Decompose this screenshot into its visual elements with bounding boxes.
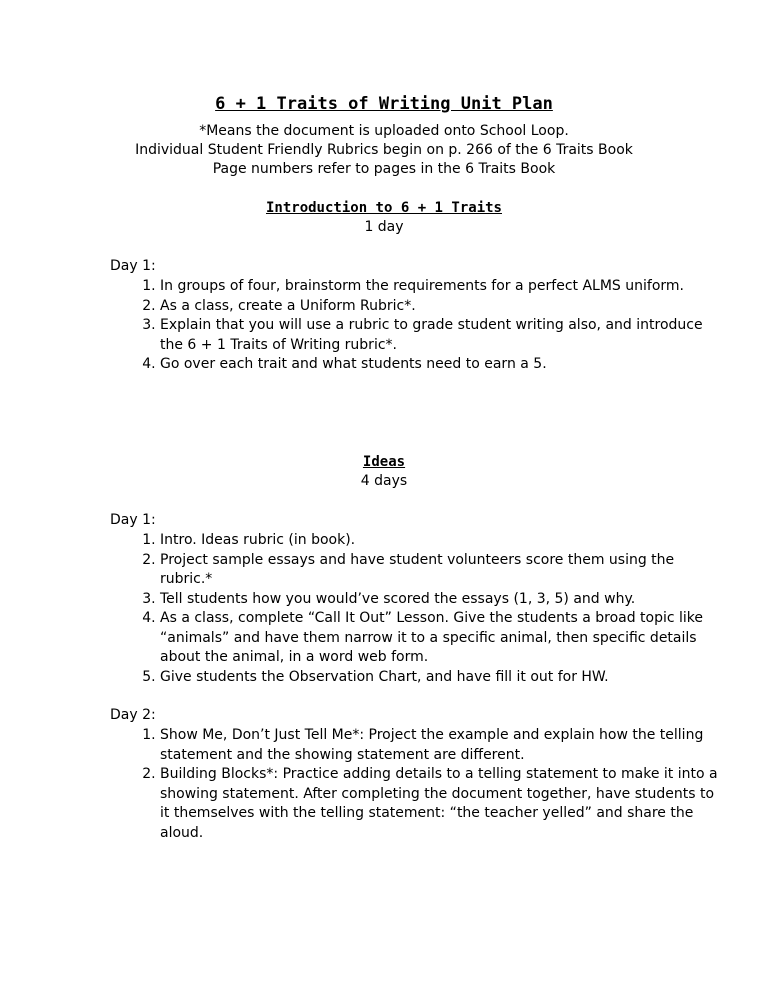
list-item: 1. Show Me, Don’t Just Tell Me*: Project the example and explain how the telling statement and the showing statement are different. xyxy=(160,726,720,765)
note-line-1: *Means the document is uploaded onto School Loop. xyxy=(199,123,569,139)
intro-duration: 1 day xyxy=(364,219,404,235)
ideas-duration: 4 days xyxy=(360,473,408,489)
list-item: 2. Building Blocks*: Practice adding details to a telling statement to make it into a showing statement. After completing the document together, have students to it themselves with the telling statement: “the teacher yelled” and share the aloud. xyxy=(160,765,720,843)
note-line-2: Individual Student Friendly Rubrics begin on p. 266 of the 6 Traits Book xyxy=(135,142,633,158)
list-item: 3. Tell students how you would’ve scored the essays (1, 3, 5) and why. xyxy=(160,590,720,610)
list-item: 2. Project sample essays and have student volunteers score them using the rubric.* xyxy=(160,551,720,590)
note-line-3: Page numbers refer to pages in the 6 Traits Book xyxy=(212,161,556,177)
list-item: 2. As a class, create a Uniform Rubric*. xyxy=(160,297,720,317)
list-item: 5. Give students the Observation Chart, and have fill it out for HW. xyxy=(160,668,720,688)
intro-heading: Introduction to 6 + 1 Traits xyxy=(265,200,502,216)
ideas-day1-steps xyxy=(110,531,720,687)
list-item: 1. Intro. Ideas rubric (in book). xyxy=(160,531,720,551)
ideas-day2-label: Day 2: xyxy=(110,707,156,723)
list-item: 4. Go over each trait and what students need to earn a 5. xyxy=(160,355,720,375)
intro-day1-steps xyxy=(110,277,720,375)
list-item: 3. Explain that you will use a rubric to grade student writing also, and introduce the 6 + 1 Traits of Writing rubric*. xyxy=(160,316,720,355)
intro-day1-label: Day 1: xyxy=(110,258,156,274)
ideas-heading: Ideas xyxy=(362,454,406,470)
ideas-day1-label: Day 1: xyxy=(110,512,156,528)
list-item: 4. As a class, complete “Call It Out” Lesson. Give the students a broad topic like “animals” and have them narrow it to a specific animal, then specific details about the animal, in a word web form. xyxy=(160,609,720,668)
document-title: 6 + 1 Traits of Writing Unit Plan xyxy=(215,94,553,114)
list-item: 1. In groups of four, brainstorm the requirements for a perfect ALMS uniform. xyxy=(160,277,720,297)
ideas-day2-steps xyxy=(110,726,720,843)
